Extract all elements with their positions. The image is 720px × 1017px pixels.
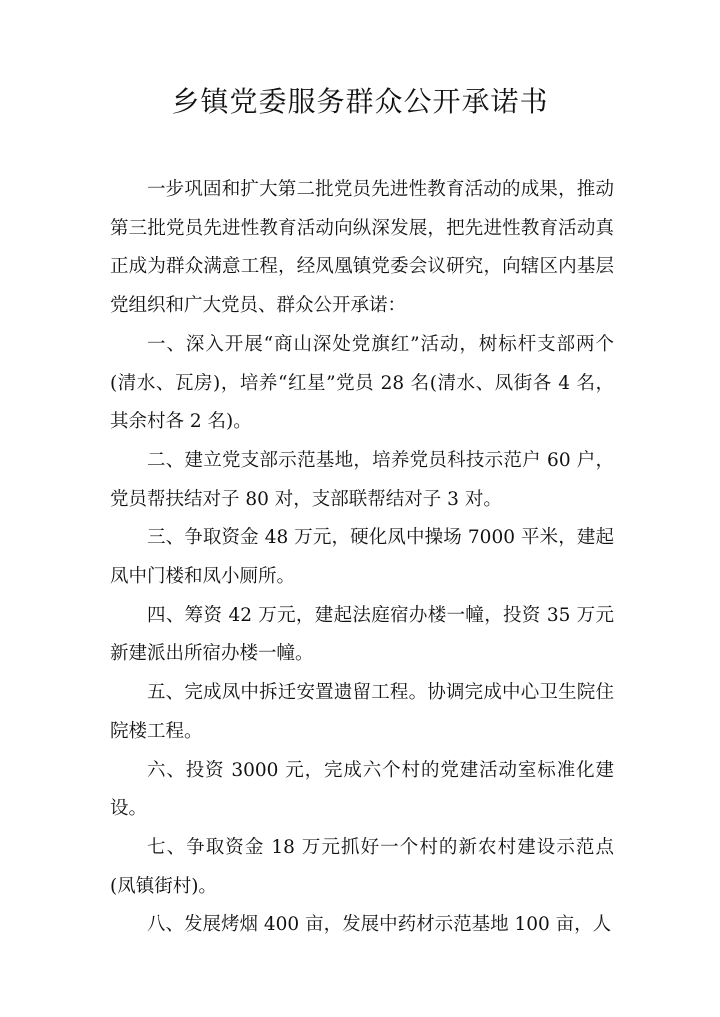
paragraph-item-3: 三、争取资金 48 万元，硬化凤中操场 7000 平米，建起凤中门楼和凤小厕所。 [110,527,614,588]
paragraph-item-7: 七、争取资金 18 万元抓好一个村的新农村建设示范点(凤镇街村)。 [110,836,614,897]
paragraph-item-1: 一、深入开展“商山深处党旗红”活动，树标杆支部两个(清水、瓦房)，培养“红星”党员 28 名(清水、凤街各 4 名，其余村各 2 名)。 [110,333,614,433]
paragraph-item-6: 六、投资 3000 元，完成六个村的党建活动室标准化建设。 [110,759,614,820]
document-body [110,171,614,945]
paragraph-item-2: 二、建立党支部示范基地，培养党员科技示范户 60 户，党员帮扶结对子 80 对，支部联帮结对子 3 对。 [110,449,614,510]
paragraph-item-8: 八、发展烤烟 400 亩，发展中药材示范基地 100 亩，人 [147,914,612,936]
paragraph-intro: 一步巩固和扩大第二批党员先进性教育活动的成果，推动第三批党员先进性教育活动向纵深发展，把先进性教育活动真正成为群众满意工程，经凤凰镇党委会议研究，向辖区内基层党组织和广大党员、群众公开承诺： [110,179,614,317]
document-title: 乡镇党委服务群众公开承诺书 [171,85,549,118]
paragraph-item-4: 四、筹资 42 万元，建起法庭宿办楼一幢，投资 35 万元新建派出所宿办楼一幢。 [110,604,614,665]
paragraph-item-5: 五、完成凤中拆迁安置遗留工程。协调完成中心卫生院住院楼工程。 [110,682,614,742]
